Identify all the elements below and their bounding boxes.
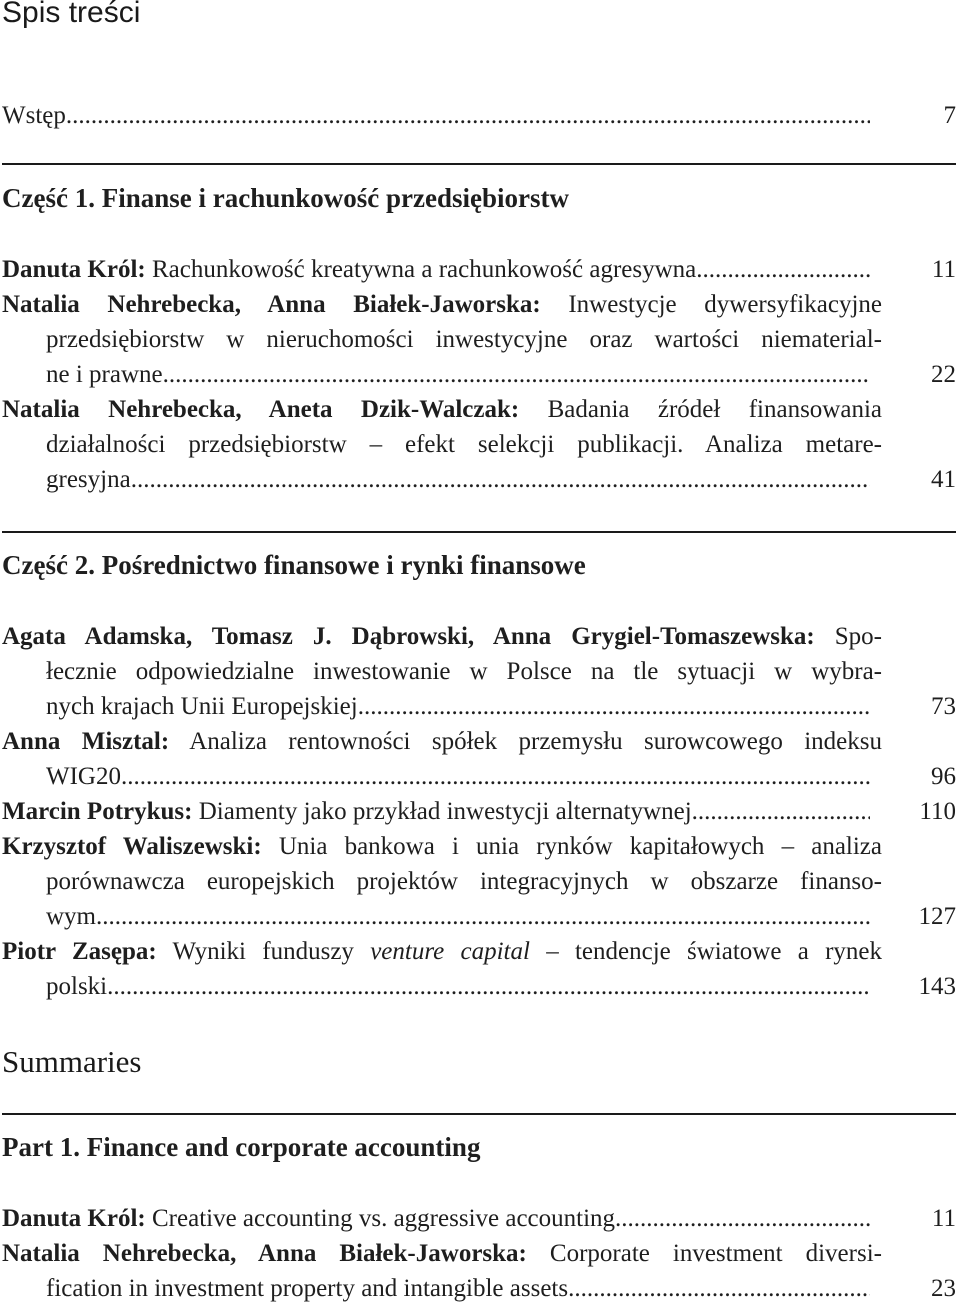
entry-title: Unia bankowa i unia rynków kapitałowych – analiza xyxy=(261,833,882,860)
page-number: 22 xyxy=(931,361,956,388)
leader-dots xyxy=(163,357,870,393)
toc-entry-intro[interactable] xyxy=(2,98,956,134)
section-divider xyxy=(2,531,956,533)
page-title: Spis treści xyxy=(2,0,141,29)
entry-title: Corporate investment diversi- xyxy=(526,1240,882,1267)
entry-authors: Natalia Nehrebecka, Anna Białek-Jaworska: xyxy=(2,291,541,318)
entry-title-italic: venture capital xyxy=(370,938,530,965)
entry-authors: Danuta Król: xyxy=(2,1205,146,1232)
leader-dots xyxy=(615,1201,870,1237)
section-divider xyxy=(2,163,956,165)
entry-authors: Krzysztof Waliszewski: xyxy=(2,833,262,860)
entry-title: Creative accounting vs. aggressive accounting xyxy=(145,1205,616,1232)
toc-entry-line[interactable]: wym ..... 127 xyxy=(46,899,956,935)
leader-dots xyxy=(696,252,870,288)
page-number: 73 xyxy=(931,693,956,720)
toc-entry-line[interactable]: gresyjna ..... 41 xyxy=(46,462,956,498)
toc-entry[interactable] xyxy=(2,252,956,288)
toc-entry-line[interactable]: ne i prawne ..... 22 xyxy=(46,357,956,393)
entry-authors: Piotr Zasępa: xyxy=(2,938,157,965)
toc-entry-line[interactable]: nych krajach Unii Europejskiej ..... 73 xyxy=(46,689,956,725)
page-number: 143 xyxy=(918,973,956,1000)
entry-title: Spo- xyxy=(814,623,882,650)
leader-dots xyxy=(358,689,870,725)
entry-authors: Agata Adamska, Tomasz J. Dąbrowski, Anna Grygiel-Tomaszewska: xyxy=(2,623,815,650)
part-heading: Część 1. Finanse i rachunkowość przedsiębiorstw xyxy=(2,183,569,213)
page-number: 110 xyxy=(919,798,956,825)
leader-dots xyxy=(568,1271,870,1307)
entry-title: Wyniki funduszy xyxy=(156,938,371,965)
toc-entry-line[interactable] xyxy=(2,619,882,655)
part-heading: Część 2. Pośrednictwo finansowe i rynki finansowe xyxy=(2,550,586,580)
entry-title: Analiza rentowności spółek przemysłu surowcowego indeksu xyxy=(169,728,882,755)
leader-dots xyxy=(131,462,870,498)
entry-authors: Natalia Nehrebecka, Anna Białek-Jaworska: xyxy=(2,1240,527,1267)
entry-authors: Natalia Nehrebecka, Aneta Dzik-Walczak: xyxy=(2,396,520,423)
toc-entry-line[interactable]: fication in investment property and intangible assets ..... 23 xyxy=(46,1271,956,1307)
toc-entry-line: działalności przedsiębiorstw – efekt selekcji publikacji. Analiza metare- xyxy=(46,431,882,458)
leader-dots xyxy=(692,794,870,830)
toc-entry-line[interactable] xyxy=(2,1236,882,1272)
toc-entry-line[interactable] xyxy=(2,392,882,428)
entry-title: Diamenty jako przykład inwestycji alternatywnej xyxy=(192,798,692,825)
entry-authors: Danuta Król: xyxy=(2,256,146,283)
entry-title: Badania źródeł finansowania xyxy=(519,396,882,423)
page-number: 96 xyxy=(931,763,956,790)
page-number: 41 xyxy=(931,466,956,493)
toc-entry-line[interactable] xyxy=(2,829,882,865)
toc-entry-line: porównawcza europejskich projektów integracyjnych w obszarze finanso- xyxy=(46,868,882,895)
toc-entry-line[interactable] xyxy=(2,934,882,970)
toc-entry-line[interactable] xyxy=(2,724,882,760)
page-number: 11 xyxy=(931,256,956,283)
entry-authors: Anna Misztal: xyxy=(2,728,170,755)
toc-entry-line: łecznie odpowiedzialne inwestowanie w Polsce na tle sytuacji w wybra- xyxy=(46,658,882,685)
toc-entry-line[interactable]: WIG20 ..... 96 xyxy=(46,759,956,795)
entry-title: Wstęp xyxy=(2,102,66,129)
page-number: 127 xyxy=(918,903,956,930)
section-divider xyxy=(2,1113,956,1115)
summaries-heading: Summaries xyxy=(2,1044,142,1079)
page-number: 11 xyxy=(931,1205,956,1232)
entry-title: Rachunkowość kreatywna a rachunkowość agresywna xyxy=(145,256,697,283)
entry-title: Inwestycje dywersyfikacyjne xyxy=(540,291,882,318)
toc-entry-line[interactable] xyxy=(2,287,882,323)
toc-entry[interactable] xyxy=(2,794,956,830)
leader-dots xyxy=(121,759,870,795)
entry-title: – tendencje światowe a rynek xyxy=(529,938,882,965)
toc-entry-line: przedsiębiorstw w nieruchomości inwestycyjne oraz wartości niematerial- xyxy=(46,326,882,353)
toc-entry[interactable] xyxy=(2,1201,956,1237)
entry-authors: Marcin Potrykus: xyxy=(2,798,193,825)
page-number: 23 xyxy=(931,1275,956,1302)
leader-dots xyxy=(107,969,870,1005)
page-number: 7 xyxy=(943,102,956,129)
leader-dots xyxy=(96,899,870,935)
part-heading: Part 1. Finance and corporate accounting xyxy=(2,1132,481,1162)
leader-dots xyxy=(66,98,870,134)
toc-entry-line[interactable]: polski ..... 143 xyxy=(46,969,956,1005)
